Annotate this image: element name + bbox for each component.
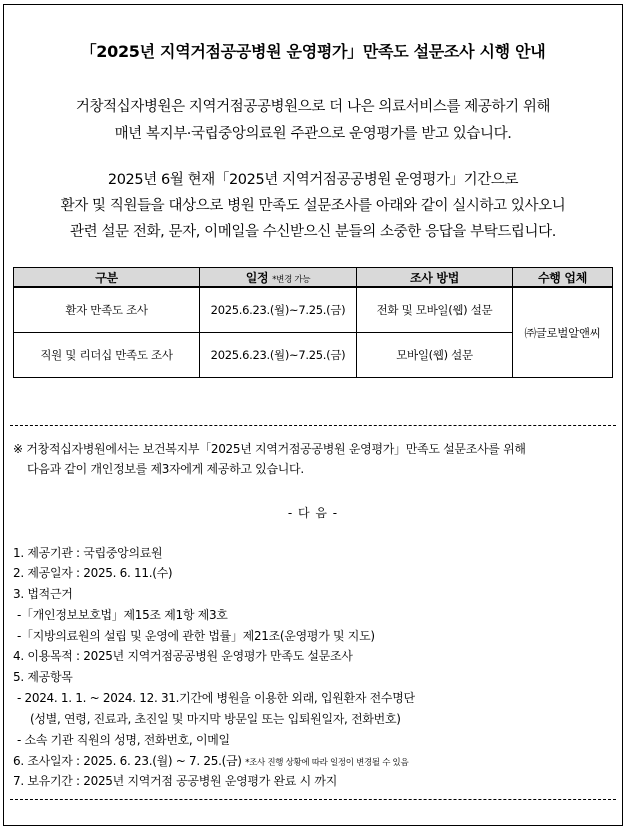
row-method: 모바일(웹) 설문 — [357, 333, 513, 378]
item-4: 4. 이용목적 : 2025년 지역거점공공병원 운영평가 만족도 설문조사 — [13, 649, 353, 663]
intro-line-4: 환자 및 직원들을 대상으로 병원 만족도 설문조사를 아래와 같이 실시하고 있사오니 — [60, 198, 566, 214]
notice-line-1: ※ 거창적십자병원에서는 보건복지부「2025년 지역거점공공병원 운영평가」만족도 설문조사를 위해 — [13, 442, 526, 456]
dashed-divider-top — [10, 425, 616, 426]
item-1: 1. 제공기관 : 국립중앙의료원 — [13, 546, 163, 560]
item-2: 2. 제공일자 : 2025. 6. 11.(수) — [13, 566, 173, 580]
intro-line-3: 2025년 6월 현재「2025년 지역거점공공병원 운영평가」기간으로 — [107, 172, 519, 188]
notice-document — [3, 4, 623, 826]
header-method: 조사 방법 — [357, 268, 513, 288]
intro-line-2: 매년 복지부·국립중앙의료원 주관으로 운영평가를 받고 있습니다. — [114, 126, 512, 142]
section-marker: - 다 음 - — [287, 506, 339, 520]
row-category: 환자 만족도 조사 — [14, 287, 200, 333]
item-3: 3. 법적근거 — [13, 587, 73, 601]
item-5b: - 소속 기관 직원의 성명, 전화번호, 이메일 — [17, 733, 230, 747]
dashed-divider-bottom — [10, 799, 616, 800]
table-row — [14, 287, 613, 333]
header-vendor: 수행 업체 — [513, 268, 613, 288]
row-category: 직원 및 리더십 만족도 조사 — [14, 333, 200, 378]
page-title: 「2025년 지역거점공공병원 운영평가」만족도 설문조사 시행 안내 — [80, 42, 546, 61]
table-header-row — [14, 268, 613, 288]
row-schedule: 2025.6.23.(월)~7.25.(금) — [200, 287, 357, 333]
vendor-cell: ㈜글로벌알앤씨 — [513, 287, 613, 378]
item-3b: -「지방의료원의 설립 및 운영에 관한 법률」제21조(운영평가 및 지도) — [17, 629, 375, 643]
intro-line-5: 관련 설문 전화, 문자, 이메일을 수신받으신 분들의 소중한 응답을 부탁드립니다. — [70, 224, 556, 240]
header-schedule-label: 일정 — [245, 270, 269, 285]
survey-table — [13, 267, 613, 378]
item-5a-detail: (성별, 연령, 진료과, 초진일 및 마지막 방문일 또는 입퇴원일자, 전화번호) — [30, 712, 401, 726]
header-schedule — [200, 268, 357, 288]
item-6-note: *조사 진행 상황에 따라 일정이 변경될 수 있음 — [245, 758, 409, 768]
row-method: 전화 및 모바일(웹) 설문 — [357, 287, 513, 333]
item-3a: -「개인정보보호법」제15조 제1항 제3호 — [17, 608, 228, 622]
item-5: 5. 제공항목 — [13, 670, 73, 684]
intro-line-1: 거창적십자병원은 지역거점공공병원으로 더 나은 의료서비스를 제공하기 위해 — [75, 99, 551, 115]
notice-line-2: 다음과 같이 개인정보를 제3자에게 제공하고 있습니다. — [27, 462, 304, 476]
header-category: 구분 — [14, 268, 200, 288]
item-6 — [13, 752, 408, 769]
item-7: 7. 보유기간 : 2025년 지역거점 공공병원 운영평가 완료 시 까지 — [13, 774, 337, 788]
item-5a: - 2024. 1. 1. ~ 2024. 12. 31.기간에 병원을 이용한 외래, 입원환자 전수명단 — [17, 691, 415, 705]
item-6-text: 6. 조사일자 : 2025. 6. 23.(월) ~ 7. 25.(금) — [13, 754, 242, 768]
header-schedule-note: *변경 가능 — [272, 274, 311, 285]
row-schedule: 2025.6.23.(월)~7.25.(금) — [200, 333, 357, 378]
